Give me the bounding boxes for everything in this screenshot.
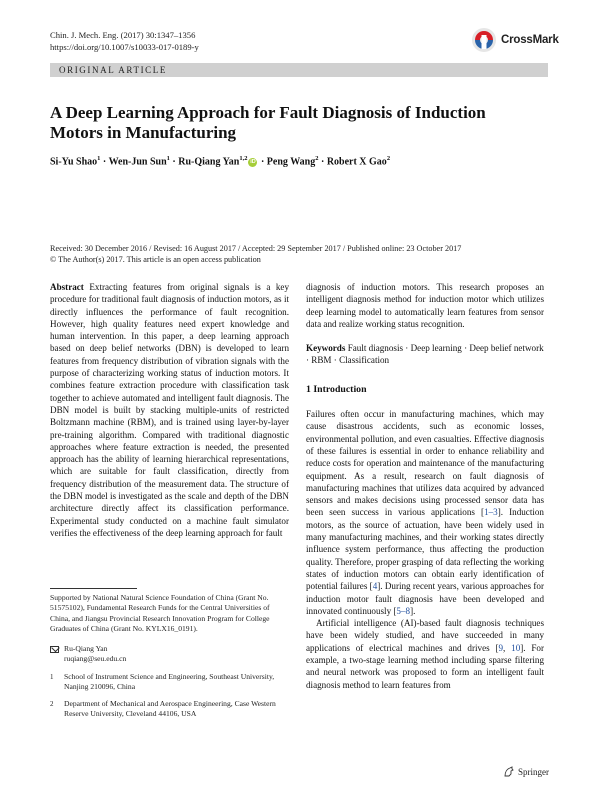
author-affiliation-mark: 1,2 [239, 155, 248, 162]
body-text: , [503, 642, 512, 653]
footnote-divider [50, 588, 137, 589]
author-affiliation-mark: 1 [166, 155, 170, 162]
body-text: ]. During recent years, various approaches for induction motor fault diagnosis have been developed and innovated continuously [ [306, 581, 544, 616]
author-affiliation-mark: 2 [386, 155, 391, 162]
abstract-paragraph [50, 281, 289, 539]
intro-paragraph-2 [306, 617, 544, 691]
copyright-line: © The Author(s) 2017. This article is an open access publication [50, 255, 261, 264]
author-name: Robert X Gao [326, 156, 387, 168]
keywords-text: Fault diagnosis · Deep learning · Deep belief network · RBM · Classification [306, 343, 544, 366]
crossmark-icon [471, 27, 497, 53]
abstract-continuation: diagnosis of induction motors. This research proposes an intelligent diagnosis method for induction motor which utilizes deep learning model to automatically learn features from sensor data and realize working status recognition. [306, 282, 544, 329]
springer-horse-icon [503, 766, 515, 778]
article-type-label: ORIGINAL ARTICLE [59, 65, 167, 75]
affiliation-2 [50, 699, 290, 720]
abstract-text: Extracting features from original signals is a key procedure for traditional fault diagnosis of induction motors, as it directly influences the performance of fault recognition. However, high quality features need expert knowledge and human intervention. In this paper, a deep learning approach based on deep belief networks (DBN) is developed to learn features from frequency distribution of vibration signals with the purpose of characterizing working status of induction motors. It combines feature extraction procedure with classification task together to achieve automated and intelligent fault diagnosis. The DBN model is built by stacking multiple-units of restricted Boltzmann machine (RBM), and is trained using layer-by-layer pre-training algorithm. Compared with traditional diagnostic approaches where feature extraction is needed, the presented approach has the ability of learning hierarchical representations, which are suitable for fault classification, directly from frequency distribution of the measurement data. The structure of the DBN model is investigated as the scale and depth of the DBN architecture directly affect its classification performance. Experimental study conducted on a machine fault simulator verifies the effectiveness of the deep learning approach for fault [50, 282, 289, 538]
journal-header [50, 29, 199, 53]
citation-link[interactable]: 10 [511, 642, 521, 653]
corresponding-name: Ru-Qiang Yan [64, 644, 108, 653]
body-text: ]. Induction motors, as the source of actuation, have been widely used in many manufacturing machines, and their working states directly influence system performance, thus affecting the production quality. Therefore, proper grasping of data reflecting the working states of induction motors can obtain early identification of potential failures [ [306, 507, 544, 592]
author-affiliation-mark: 2 [315, 155, 319, 162]
affiliation-1-text: School of Instrument Science and Engineering, Southeast University, Nanjing 210096, China [64, 672, 275, 692]
crossmark-label: CrossMark [501, 34, 559, 46]
body-text: Failures often occur in manufacturing machines, which may cause disastrous accidents, such as economic losses, environmental pollution, and even casualties. Effective diagnosis of these failures is essential in order to enhance reliability and reduce costs for operation and maintenance of the manufacturing equipment. As a result, research on fault diagnosis of manufacturing machines that utilizes data acquired by advanced sensors and makes decisions using processed sensor data has been seen success in various applications [ [306, 409, 544, 518]
publisher-logo [503, 766, 549, 778]
author-name: Peng Wang [266, 156, 316, 168]
corresponding-author [50, 644, 290, 665]
keywords-paragraph [306, 342, 544, 367]
left-column [50, 281, 289, 539]
affiliation-2-mark: 2 [50, 700, 54, 708]
author-separator: · [318, 156, 327, 168]
affiliation-1-mark: 1 [50, 673, 54, 681]
abstract-label: Abstract [50, 282, 84, 292]
body-text: ]. [410, 605, 416, 616]
publisher-name: Springer [518, 767, 549, 777]
citation-link[interactable]: 9 [498, 642, 504, 653]
citation-link[interactable]: 1–3 [484, 507, 498, 518]
author-name: Wen-Jun Sun [108, 156, 167, 168]
author-name: Si-Yu Shao [50, 156, 98, 168]
citation-link[interactable]: 5–8 [396, 605, 411, 616]
crossmark-badge[interactable] [471, 27, 561, 53]
section-heading-introduction: 1 Introduction [306, 383, 367, 395]
keywords-label: Keywords [306, 343, 346, 354]
body-text: Artificial intelligence (AI)-based fault diagnosis techniques have been widely studied, and have succeeded in many applications of electrical machines and drives [ [306, 618, 544, 653]
envelope-icon [50, 646, 59, 653]
doi-link[interactable]: https://doi.org/10.1007/s10033-017-0189-y [50, 42, 199, 52]
publication-history [50, 243, 550, 265]
intro-paragraph-1 [306, 408, 544, 617]
author-separator: · [258, 156, 267, 168]
funding-footnote: Supported by National Natural Science Foundation of China (Grant No. 51575102), Fundamental Research Funds for the Central Universities of China, and Jiangsu Provincial Research Innovation Program for College Graduates of China (Grant No. KYLX16_0191). [50, 593, 270, 633]
article-type-banner [50, 63, 548, 77]
orcid-icon[interactable]: iD [250, 158, 256, 165]
affiliation-1 [50, 672, 290, 693]
corresponding-email[interactable]: ruqiang@seu.edu.cn [64, 654, 127, 664]
affiliation-2-text: Department of Mechanical and Aerospace Engineering, Case Western Reserve University, Cleveland 44106, USA [64, 699, 276, 719]
received-dates: Received: 30 December 2016 / Revised: 16 August 2017 / Accepted: 29 September 2017 / Published online: 23 October 2017 [50, 244, 462, 253]
journal-citation: Chin. J. Mech. Eng. (2017) 30:1347–1356 [50, 30, 196, 40]
paper-title: A Deep Learning Approach for Fault Diagnosis of Induction Motors in Manufacturing [50, 103, 486, 142]
author-separator: · [100, 156, 109, 168]
body-text: ]. For example, a two-stage learning method including sparse filtering and neural network was proposed to form an intelligent fault diagnosis method to learn features from [306, 642, 545, 690]
author-name: Ru-Qiang Yan [178, 156, 240, 168]
author-list [50, 155, 390, 167]
right-column [306, 281, 544, 691]
author-affiliation-mark: 1 [97, 155, 101, 162]
citation-link[interactable]: 4 [372, 581, 378, 592]
author-separator: · [169, 156, 179, 168]
